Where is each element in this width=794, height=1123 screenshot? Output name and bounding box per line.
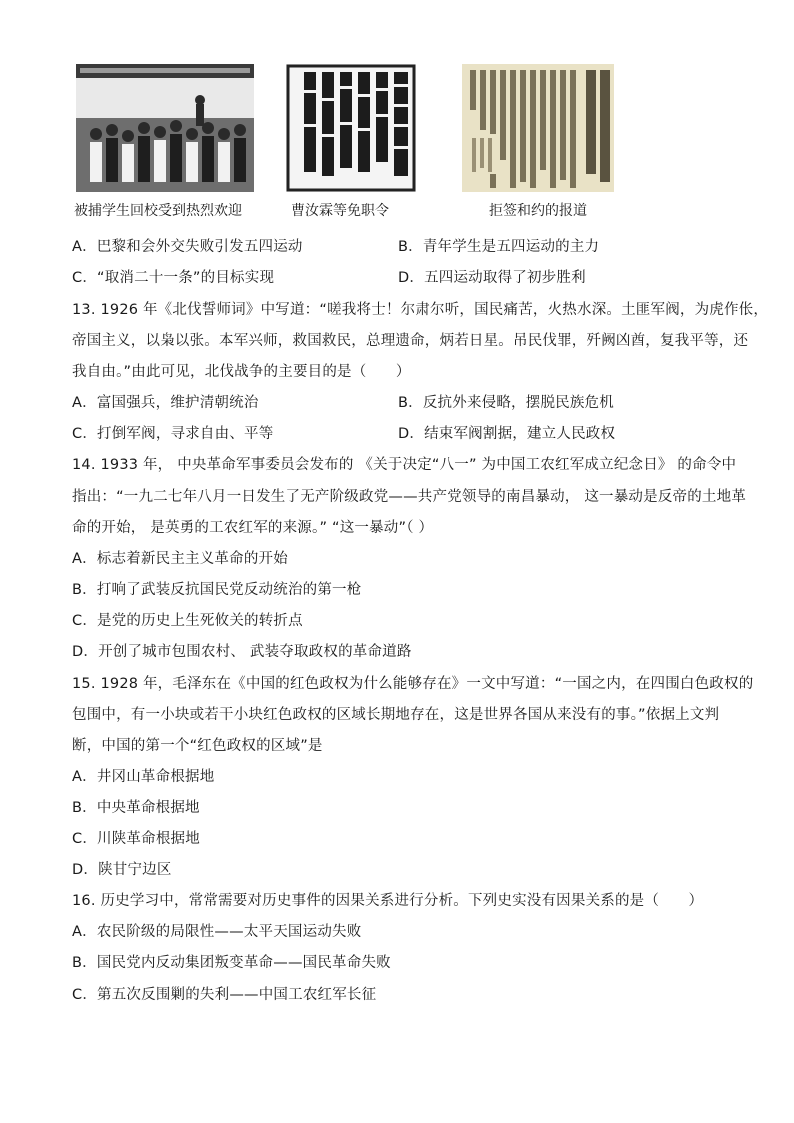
q13-stem-line-1: 13. 1926 年《北伐誓师词》中写道：“嗟我将士！尔肃尔听，国民痛苦，火热水深。土匪军阀，为虎作伥， <box>72 302 769 318</box>
q12-option-d[interactable]: D．五四运动取得了初步胜利 <box>398 270 586 286</box>
q16-option-a[interactable]: A．农民阶级的局限性——太平天国运动失败 <box>72 924 362 940</box>
newspaper-report-icon <box>462 64 614 192</box>
q13-option-c[interactable]: C．打倒军阀，寻求自由、平等 <box>72 426 274 442</box>
q14-stem-line-3: 命的开始， 是英勇的工农红军的来源。” “这一暴动”（ ） <box>72 520 434 536</box>
figure-dismissal-decree <box>286 64 416 192</box>
q12-option-a[interactable]: A．巴黎和会外交失败引发五四运动 <box>72 239 303 255</box>
q15-option-a[interactable]: A．井冈山革命根据地 <box>72 769 215 785</box>
q14-option-d[interactable]: D．开创了城市包围农村、 武装夺取政权的革命道路 <box>72 644 412 660</box>
q15-stem-line-1: 15. 1928 年，毛泽东在《中国的红色政权为什么能够存在》一文中写道：“一国之内，在四围白色政权的 <box>72 676 754 692</box>
q15-stem-line-3: 断，中国的第一个“红色政权的区域”是 <box>72 738 323 754</box>
q15-option-d[interactable]: D．陕甘宁边区 <box>72 862 172 878</box>
q16-stem-line-1: 16. 历史学习中，常常需要对历史事件的因果关系进行分析。下列史实没有因果关系的是（ ） <box>72 893 704 909</box>
q15-option-b[interactable]: B．中央革命根据地 <box>72 800 200 816</box>
q15-option-c[interactable]: C．川陕革命根据地 <box>72 831 200 847</box>
q16-option-c[interactable]: C．第五次反围剿的失利——中国工农红军长征 <box>72 987 377 1003</box>
q13-option-d[interactable]: D．结束军阀割据，建立人民政权 <box>398 426 616 442</box>
q13-option-b[interactable]: B．反抗外来侵略，摆脱民族危机 <box>398 395 614 411</box>
q14-option-a[interactable]: A．标志着新民主主义革命的开始 <box>72 551 288 567</box>
q14-option-c[interactable]: C．是党的历史上生死攸关的转折点 <box>72 613 303 629</box>
figure-treaty-report <box>462 64 614 192</box>
figure-student-photo <box>76 64 254 192</box>
q13-option-a[interactable]: A．富国强兵，维护清朝统治 <box>72 395 259 411</box>
q14-option-b[interactable]: B．打响了武装反抗国民党反动统治的第一枪 <box>72 582 362 598</box>
caption-treaty-report: 拒签和约的报道 <box>489 203 587 219</box>
q14-stem-line-1: 14. 1933 年， 中央革命军事委员会发布的 《关于决定“八一” 为中国工农红军成立纪念日》 的命令中 <box>72 457 737 473</box>
q14-stem-line-2: 指出：“一九二七年八月一日发生了无产阶级政党——共产党领导的南昌暴动， 这一暴动是反帝的土地革 <box>72 489 747 505</box>
caption-dismissal-decree: 曹汝霖等免职令 <box>291 203 389 219</box>
q13-stem-line-3: 我自由。”由此可见，北伐战争的主要目的是（ ） <box>72 364 411 380</box>
photo-crowd-icon <box>76 64 254 192</box>
caption-student-photo: 被捕学生回校受到热烈欢迎 <box>74 203 242 219</box>
q15-stem-line-2: 包围中，有一小块或若干小块红色政权的区域长期地存在，这是世界各国从来没有的事。”依据上文判 <box>72 707 720 723</box>
q12-option-c[interactable]: C．“取消二十一条”的目标实现 <box>72 270 275 286</box>
q16-option-b[interactable]: B．国民党内反动集团叛变革命——国民革命失败 <box>72 955 391 971</box>
newspaper-decree-icon <box>286 64 416 192</box>
q12-option-b[interactable]: B．青年学生是五四运动的主力 <box>398 239 600 255</box>
q13-stem-line-2: 帝国主义，以枭以张。本军兴师，救国救民，总理遗命，炳若日星。吊民伐罪，歼阙凶酋，复我平等，还 <box>72 333 749 349</box>
